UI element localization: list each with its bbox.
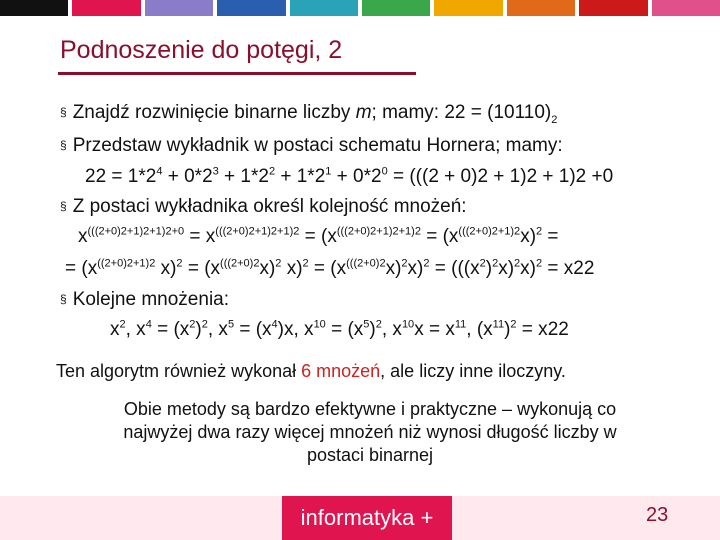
exponent: 2 xyxy=(375,318,382,331)
exponent: 2 xyxy=(492,257,499,270)
color-bar-segment xyxy=(652,0,720,16)
exponent: 2 xyxy=(479,257,486,270)
exponent: 4 xyxy=(271,318,278,331)
exponent: 2 xyxy=(510,318,517,331)
horner-formula xyxy=(85,166,613,188)
exponent: 2 xyxy=(119,318,126,331)
math-text: = (x xyxy=(420,226,459,247)
multiplications-sequence xyxy=(110,319,569,341)
math-text: + 0*2 xyxy=(162,166,213,187)
page-number: 23 xyxy=(646,504,669,526)
color-bar-segment xyxy=(217,0,285,16)
algorithm-note: Ten algorytm również wykonał 6 mnożeń, ale liczy inne iloczyny. xyxy=(56,361,566,381)
exponent: (((2+0)2+1)2+1)2 xyxy=(215,225,300,238)
exponent: 2 xyxy=(275,257,282,270)
exponent: 1 xyxy=(325,165,332,178)
slide-title: Podnoszenie do potęgi, 2 xyxy=(60,36,343,64)
bullet-line-3: § Z postaci wykładnika określ kolejność mnożeń: xyxy=(60,196,467,217)
color-bar-segment xyxy=(434,0,502,16)
color-bar-segment xyxy=(507,0,575,16)
exponent: 2 xyxy=(536,225,543,238)
color-bar-segment xyxy=(362,0,430,16)
title-underline xyxy=(58,72,416,75)
exponent: 2 xyxy=(535,257,543,270)
math-text: + 1*2 xyxy=(218,166,269,187)
exponent: 10 xyxy=(401,318,415,331)
math-text: = (x xyxy=(182,258,221,279)
math-text: x) xyxy=(155,258,177,279)
footer-brand: informatyka + xyxy=(282,496,452,540)
bullet-icon: § xyxy=(60,292,67,306)
exponent: 2 xyxy=(379,257,386,270)
conclusion-paragraph: Obie metody są bardzo efektywne i praktyczne – wykonują co najwyżej dwa razy więcej mnożeń niż wynosi długość liczby w postaci binarnej xyxy=(123,399,617,465)
exponent: 4 xyxy=(156,165,163,178)
math-text: = (x xyxy=(299,226,337,247)
math-text: 22 = 1*2 xyxy=(85,166,157,187)
color-bar-segment xyxy=(579,0,647,16)
math-text: = (x xyxy=(151,319,190,340)
exponent: (((2+0) xyxy=(346,257,380,270)
color-bar-segment xyxy=(145,0,213,16)
exponent: 2 xyxy=(149,257,156,270)
exponent: (((2+0)2 xyxy=(220,257,260,270)
math-text: , x xyxy=(207,319,228,340)
color-bar-segment xyxy=(290,0,358,16)
exponent: (((2+0)2+1)2+1) xyxy=(336,225,415,238)
exponent: 3 xyxy=(212,165,219,178)
math-text: 22 xyxy=(547,319,569,340)
color-bar-segment xyxy=(72,0,140,16)
math-text: , x xyxy=(381,319,402,340)
math-text: = (x xyxy=(234,319,272,340)
bullet-line-4: § Kolejne mnożenia: xyxy=(60,289,230,310)
exponent: 11 xyxy=(492,318,505,331)
math-text: x xyxy=(110,319,120,340)
math-text: = x xyxy=(542,258,574,279)
highlighted-count: 6 mnożeń xyxy=(301,361,381,381)
bullet-icon: § xyxy=(60,105,67,119)
math-text: )x, x xyxy=(277,319,314,340)
exponent: 2 xyxy=(302,257,309,270)
math-text: ) xyxy=(485,258,493,279)
color-bar-segment xyxy=(0,0,68,16)
math-text: = xyxy=(542,226,559,247)
math-text: = x xyxy=(516,319,548,340)
exponent: 11 xyxy=(454,318,467,331)
math-text: x) xyxy=(259,258,276,279)
math-text: 22 xyxy=(573,258,595,279)
bullet-line-2: § Przedstaw wykładnik w postaci schematu Hornera; mamy: xyxy=(60,135,563,156)
power-expansion-line-2 xyxy=(65,258,594,280)
math-text: , x xyxy=(125,319,146,340)
exponent: 2 xyxy=(401,257,408,270)
math-text: = (x xyxy=(325,319,364,340)
top-color-bar xyxy=(0,0,720,16)
math-text: = x xyxy=(184,226,216,247)
math-text: + 0*2 xyxy=(331,166,382,187)
math-text: = (x xyxy=(308,258,347,279)
math-text: x) xyxy=(407,258,424,279)
exponent: 2 xyxy=(176,257,183,270)
bullet-icon: § xyxy=(60,199,67,213)
math-text: x) xyxy=(281,258,303,279)
math-text: x = x xyxy=(414,319,455,340)
exponent: 2 xyxy=(189,318,196,331)
exponent: 10 xyxy=(313,318,326,331)
math-text: ) xyxy=(369,319,376,340)
math-text: = (((2 + 0)2 + 1)2 + 1)2 +0 xyxy=(387,166,614,187)
math-text: = (((x xyxy=(429,258,480,279)
exponent: 4 xyxy=(145,318,152,331)
bullet-line-1: § Znajdź rozwinięcie binarne liczby m; mamy: $22 = (10110)_2$ xyxy=(60,102,558,126)
math-text: x xyxy=(78,226,88,247)
exponent: 2 xyxy=(423,257,430,270)
math-text: = (x xyxy=(65,258,98,279)
exponent: 2 xyxy=(514,257,521,270)
exponent: 5 xyxy=(227,318,235,331)
math-text: ) xyxy=(504,319,511,340)
math-text: x) xyxy=(498,258,515,279)
math-text: x) xyxy=(520,226,537,247)
exponent: 5 xyxy=(363,318,370,331)
math-text: + 1*2 xyxy=(275,166,326,187)
math-text: ) xyxy=(195,319,202,340)
math-text: x) xyxy=(385,258,402,279)
exponent: 2 xyxy=(414,225,421,238)
exponent: (((2+0)2+1)2 xyxy=(458,225,521,238)
bullet-icon: § xyxy=(60,138,67,152)
math-text: , (x xyxy=(466,319,493,340)
math-text: x) xyxy=(520,258,536,279)
power-expansion-line-1 xyxy=(78,226,559,248)
exponent: 2 xyxy=(201,318,208,331)
exponent: ((2+0)2+1) xyxy=(97,257,150,270)
exponent: 0 xyxy=(381,165,388,178)
exponent: (((2+0)2+1)2+1)2+0 xyxy=(87,225,185,238)
exponent: 2 xyxy=(268,165,276,178)
